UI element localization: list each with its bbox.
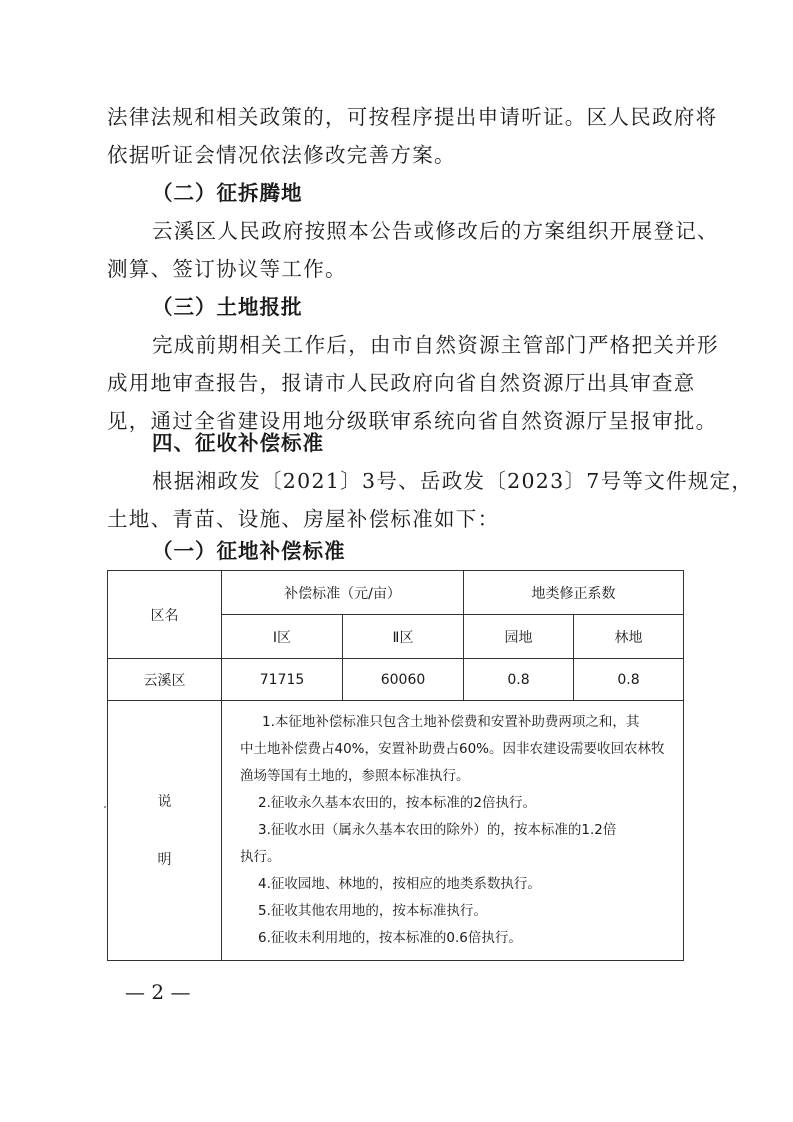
subheader-zone-2: Ⅱ区 [343, 615, 464, 659]
note-line: 3.征收水田（属永久基本农田的除外）的，按本标准的1.2倍 [258, 822, 617, 838]
section-heading-5 [107, 532, 682, 570]
subheader-forest: 林地 [574, 615, 684, 659]
note-line: 5.征收其他农用地的，按本标准执行。 [258, 903, 487, 919]
text-line: 完成前期相关工作后，由市自然资源主管部门严格把关并形 [152, 333, 719, 357]
note-line: 渔场等国有土地的，参照本标准执行。 [240, 768, 470, 784]
notes-label [108, 701, 222, 961]
header-standard: 补偿标准（元/亩） [222, 571, 464, 615]
header-coefficient: 地类修正系数 [464, 571, 684, 615]
cell-district: 云溪区 [108, 659, 222, 701]
heading-text: （三）土地报批 [152, 295, 303, 319]
text-line: 根据湘政发〔2021〕3号、岳政发〔2023〕7号等文件规定， [152, 469, 754, 493]
text-line: 云溪区人民政府按照本公告或修改后的方案组织开展登记、 [152, 219, 719, 243]
notes-label-char: 明 [157, 851, 172, 868]
scan-speck [104, 806, 106, 808]
heading-text: （一）征地补偿标准 [152, 539, 346, 563]
section-heading-2 [107, 174, 682, 212]
paragraph-approval [107, 326, 719, 440]
paragraph-demolition [107, 212, 719, 288]
note-line: 中土地补偿费占40%，安置补助费占60%。因非农建设需要收回农林牧 [240, 741, 665, 757]
notes-row [108, 701, 684, 961]
notes-label-char: 说 [157, 793, 172, 810]
note-line: 1.本征地补偿标准只包含土地补偿费和安置补助费两项之和，其 [262, 714, 640, 730]
subheader-zone-1: Ⅰ区 [222, 615, 343, 659]
section-heading-4 [107, 424, 682, 462]
table-row [108, 659, 684, 701]
cell-zone-2: 60060 [343, 659, 464, 701]
text-line: 见，通过全省建设用地分级联审系统向省自然资源厅呈报审批。 [107, 409, 718, 433]
page-number: — 2 — [125, 980, 191, 1004]
note-line: 6.征收未利用地的，按本标准的0.6倍执行。 [258, 930, 522, 946]
text-line: 土地、青苗、设施、房屋补偿标准如下： [107, 507, 500, 531]
paragraph-hearing [107, 98, 718, 174]
cell-zone-1: 71715 [222, 659, 343, 701]
heading-text: （二）征拆腾地 [152, 181, 303, 205]
text-line: 成用地审查报告，报请市人民政府向省自然资源厅出具审查意 [107, 371, 696, 395]
note-line: 执行。 [240, 849, 281, 865]
subheader-garden: 园地 [464, 615, 574, 659]
section-heading-3 [107, 288, 682, 326]
text-line: 测算、签订协议等工作。 [107, 257, 347, 281]
header-district: 区名 [108, 571, 222, 659]
note-line: 2.征收永久基本农田的，按本标准的2倍执行。 [258, 795, 536, 811]
compensation-table [107, 570, 684, 961]
notes-content [222, 701, 684, 961]
note-line: 4.征收园地、林地的，按相应的地类系数执行。 [258, 876, 541, 892]
cell-garden: 0.8 [464, 659, 574, 701]
heading-text: 四、征收补偿标准 [152, 431, 324, 455]
paragraph-basis [107, 462, 754, 538]
text-line: 法律法规和相关政策的，可按程序提出申请听证。区人民政府将 [107, 105, 718, 129]
cell-forest: 0.8 [574, 659, 684, 701]
text-line: 依据听证会情况依法修改完善方案。 [107, 143, 456, 167]
